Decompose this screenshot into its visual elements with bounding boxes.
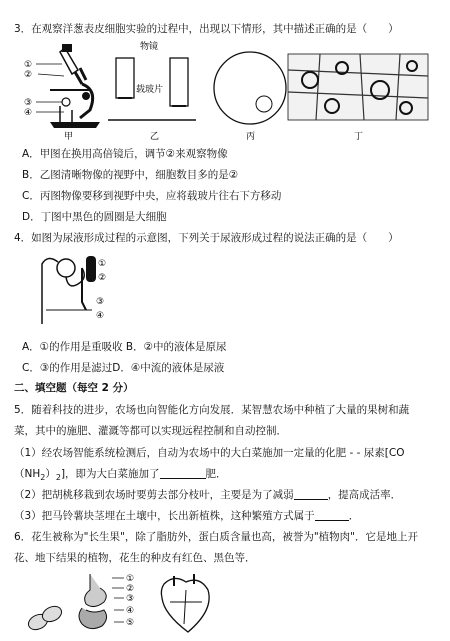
q4-option-ab: A．①的作用是重吸收 B．②中的液体是原尿 [22,341,227,353]
q6-stem-line1: 6．花生被称为"长生果"，除了脂肪外，蛋白质含量也高，被誉为"植物肉"．它是地上开 [14,531,418,543]
nephron-label-2: ② [98,273,107,283]
q5-part1-nh: （NH [14,468,41,480]
q4-option-cd: C．③的作用是滤过D．④中流的液体是尿液 [22,362,225,374]
cells-figure [288,54,428,140]
q3-stem: 3．在观察洋葱表皮细胞实验的过程中，出现以下情形，其中描述正确的是（ ） [14,23,399,35]
micro-label-3: ③ [24,98,33,108]
q6-stem-line2: 花、地下结果的植物，花生的种皮有红色、黑色等． [14,552,256,564]
objectives-figure [108,40,196,140]
q3-option-b: B．乙图清晰物像的视野中，细胞数目多的是② [22,169,239,181]
q5-blank-1[interactable] [160,468,206,479]
q5-stem-line2: 菜，其中的施肥、灌溉等都可以实现远程控制和自动控制． [14,425,287,437]
q5-part3 [14,509,359,523]
q5-part1-sub1: 2 [40,473,46,483]
q5-part1-text: ]，即为大白菜施加了 [60,468,160,480]
q3-option-d: D．丁图中黑色的圆圈是大细胞 [22,211,167,223]
nephron-figure [22,250,132,330]
q5-part1-line2 [14,467,227,485]
q3-option-a: A．甲图在换用高倍镜后，调节②来观察物像 [22,148,228,160]
q5-part1-end: 肥． [205,468,227,480]
micro-label-4: ④ [24,108,33,118]
fig-label-ding: 丁 [354,132,364,140]
section2-title: 二、填空题（每空 2 分） [14,382,134,394]
micro-label-2: ② [24,70,33,80]
digest-label-5: ⑤ [126,618,135,628]
q5-part1-sub2: 2 [55,473,61,483]
q4-stem: 4．如图为尿液形成过程的示意图，下列关于尿液形成过程的说法正确的是（ ） [14,232,399,244]
nephron-label-3: ③ [96,297,105,307]
q5-blank-2[interactable] [294,489,328,500]
digest-label-2: ② [126,584,135,594]
fig-label-jia: 甲 [64,132,74,140]
q5-part3-end: ． [348,510,360,522]
microscope-figure [24,44,100,140]
q5-part2 [14,488,401,502]
q6-figures [24,570,224,638]
nephron-label-1: ① [98,259,107,269]
q3-figures [20,40,435,140]
q5-part2-end: ，提高成活率． [327,489,402,501]
q5-part1-line1: （1）经农场智能系统检测后，自动为农场中的大白菜施加一定量的化肥 - - 尿素[CO [14,447,405,459]
digestive-system-figure [79,574,134,629]
q5-stem-line1: 5．随着科技的进步，农场也向智能化方向发展．某智慧农场中种植了大量的果树和蔬 [14,404,410,416]
q3-option-c: C．丙图物像要移到视野中央，应将载玻片往右下方移动 [22,190,282,202]
q5-blank-3[interactable] [315,510,349,521]
peanut-figure [26,603,64,632]
heart-figure [161,574,209,632]
digest-label-4: ④ [126,606,135,616]
q5-part1-paren: ） [45,468,56,480]
slide-label: 载玻片 [136,85,164,95]
digest-label-3: ③ [126,594,135,604]
digest-label-1: ① [126,574,135,584]
q5-part2-text: （2）把胡桃移栽到农场时要剪去部分枝叶，主要是为了减弱 [14,489,294,501]
micro-label-1: ① [24,60,33,70]
objective-label: 物镜 [140,42,159,52]
fig-label-bing: 丙 [246,132,256,140]
q5-part3-text: （3）把马铃薯块茎埋在土壤中，长出新植株，这种繁殖方式属于 [14,510,315,522]
fig-label-yi: 乙 [150,132,160,140]
nephron-label-4: ④ [96,311,105,321]
field-of-view-figure [214,52,286,140]
